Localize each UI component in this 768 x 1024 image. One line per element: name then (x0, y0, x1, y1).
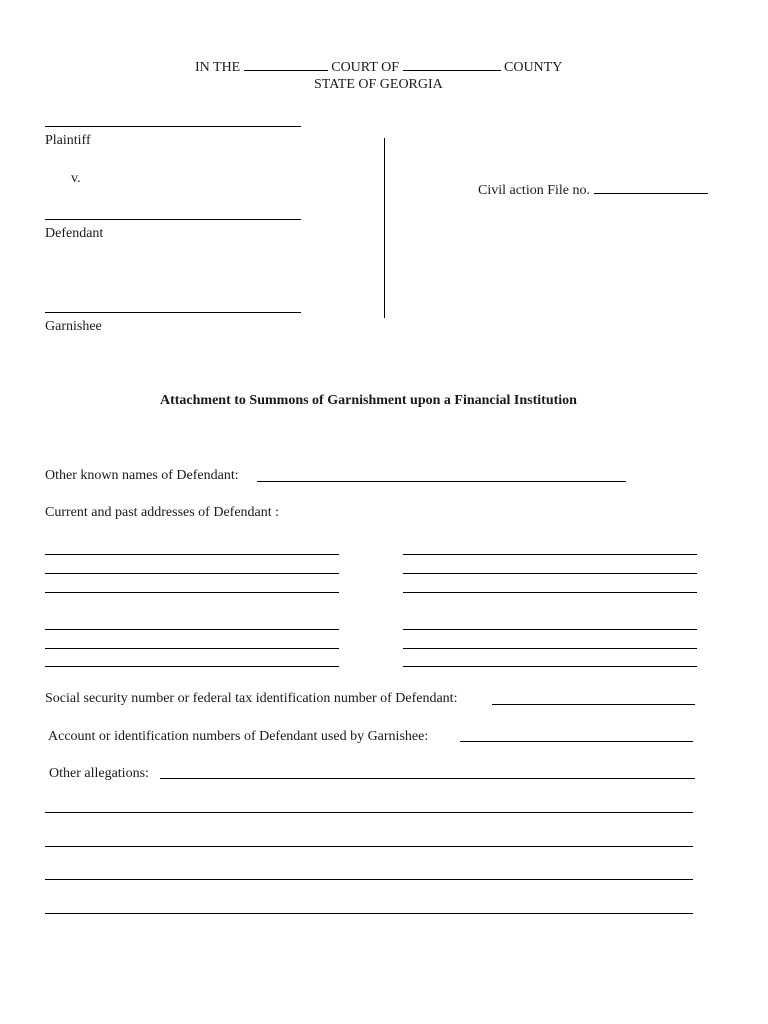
other-names-label: Other known names of Defendant: (45, 468, 239, 483)
court-header-mid: COURT OF (331, 60, 399, 75)
defendant-label: Defendant (45, 226, 104, 241)
ssn-label: Social security number or federal tax identification number of Defendant: (45, 691, 458, 706)
address-line-left-1[interactable] (45, 554, 339, 555)
court-header-line (195, 58, 562, 76)
civil-action-label: Civil action File no. (478, 183, 590, 198)
other-allegations-label: Other allegations: (49, 766, 149, 781)
plaintiff-name-line[interactable] (45, 126, 301, 127)
court-header-prefix: IN THE (195, 60, 241, 75)
address-line-right-5[interactable] (403, 648, 697, 649)
county-name-blank[interactable] (403, 58, 501, 71)
caption-divider (384, 138, 385, 318)
ssn-line[interactable] (492, 704, 695, 705)
allegations-line-3[interactable] (45, 846, 693, 847)
allegations-line-5[interactable] (45, 913, 693, 914)
address-line-right-2[interactable] (403, 573, 697, 574)
garnishee-name-line[interactable] (45, 312, 301, 313)
court-header-suffix: COUNTY (504, 60, 563, 75)
addresses-label: Current and past addresses of Defendant : (45, 505, 280, 520)
account-numbers-line[interactable] (460, 741, 693, 742)
address-line-left-4[interactable] (45, 629, 339, 630)
versus-label: v. (71, 171, 81, 186)
address-line-left-6[interactable] (45, 666, 339, 667)
address-line-right-1[interactable] (403, 554, 697, 555)
civil-action-row (478, 181, 708, 199)
address-line-right-6[interactable] (403, 666, 697, 667)
address-line-right-4[interactable] (403, 629, 697, 630)
account-numbers-label: Account or identification numbers of Defendant used by Garnishee: (48, 729, 429, 744)
allegations-line-4[interactable] (45, 879, 693, 880)
state-header: STATE OF GEORGIA (314, 77, 443, 92)
document-title: Attachment to Summons of Garnishment upon a Financial Institution (160, 393, 577, 408)
address-line-left-3[interactable] (45, 592, 339, 593)
address-line-left-5[interactable] (45, 648, 339, 649)
allegations-line-1[interactable] (160, 778, 695, 779)
allegations-line-2[interactable] (45, 812, 693, 813)
court-type-blank[interactable] (244, 58, 328, 71)
civil-action-file-number-blank[interactable] (594, 181, 708, 194)
garnishee-label: Garnishee (45, 319, 102, 334)
address-line-right-3[interactable] (403, 592, 697, 593)
defendant-name-line[interactable] (45, 219, 301, 220)
plaintiff-label: Plaintiff (45, 133, 91, 148)
other-names-line[interactable] (257, 481, 626, 482)
address-line-left-2[interactable] (45, 573, 339, 574)
